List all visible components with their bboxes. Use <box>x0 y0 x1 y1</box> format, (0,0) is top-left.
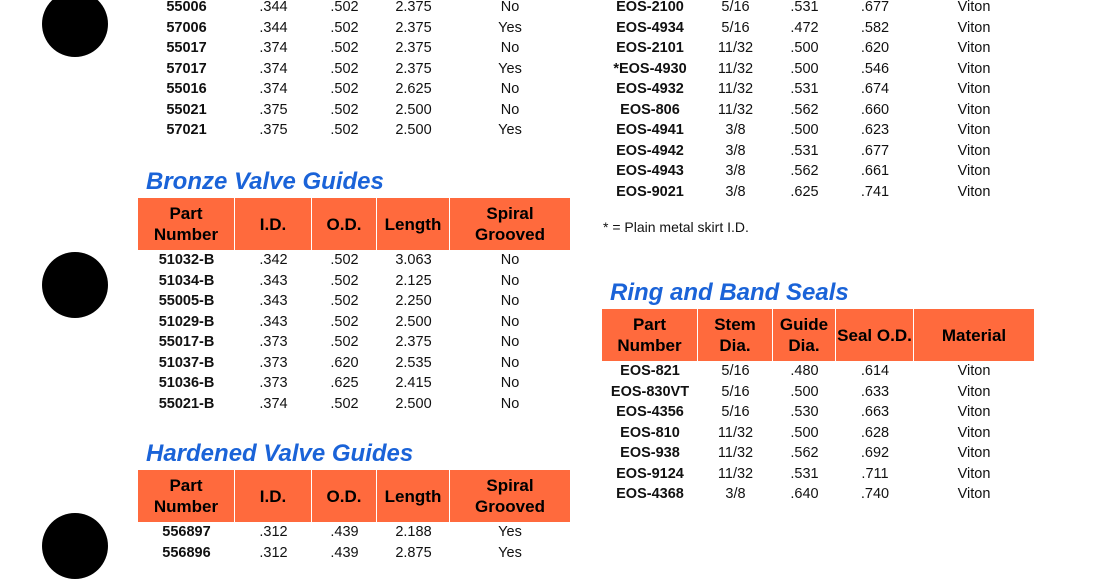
table-row <box>138 373 570 394</box>
spiral-guides-table-continued <box>138 0 570 141</box>
binder-hole-bottom <box>42 513 108 579</box>
table-cell: 3.063 <box>395 252 432 269</box>
column-header: Part Number <box>602 309 698 361</box>
table-cell: No <box>500 101 520 118</box>
table-cell: Viton <box>957 404 991 421</box>
table-cell: .674 <box>860 81 890 98</box>
table-cell: 5/16 <box>721 19 750 36</box>
table-cell: .740 <box>860 486 890 503</box>
table-cell: 11/32 <box>717 60 754 77</box>
table-cell: .562 <box>790 163 819 180</box>
column-header: Length <box>377 470 450 522</box>
hardened-section-title: Hardened Valve Guides <box>146 440 414 467</box>
table-cell: No <box>500 334 520 351</box>
table-cell: .343 <box>259 272 288 289</box>
bronze-guides-table <box>138 198 570 414</box>
column-header: Guide Dia. <box>773 309 836 361</box>
part-number-cell: EOS-4941 <box>616 122 684 139</box>
table-row <box>602 120 1034 141</box>
table-cell: 11/32 <box>717 40 754 57</box>
table-cell: No <box>500 395 520 412</box>
binder-hole-top <box>42 0 108 57</box>
seals-table-continued <box>602 0 1034 202</box>
part-number-cell: 57017 <box>166 60 207 77</box>
table-cell: .375 <box>259 101 288 118</box>
part-number-cell: 51036-B <box>158 375 215 392</box>
table-cell: 3/8 <box>725 122 746 139</box>
table-cell: 11/32 <box>717 81 754 98</box>
table-cell: No <box>500 0 520 16</box>
part-number-cell: EOS-4356 <box>616 404 684 421</box>
plain-skirt-note: * = Plain metal skirt I.D. <box>603 219 749 235</box>
table-cell: No <box>500 272 520 289</box>
table-cell: Yes <box>498 19 522 36</box>
table-cell: No <box>500 81 520 98</box>
table-cell: Viton <box>957 465 991 482</box>
table-cell: Viton <box>957 183 991 200</box>
table-row <box>602 484 1034 505</box>
table-cell: 3/8 <box>725 486 746 503</box>
table-cell: Viton <box>957 163 991 180</box>
table-cell: .531 <box>790 142 819 159</box>
part-number-cell: EOS-821 <box>620 363 680 380</box>
part-number-cell: 55021-B <box>158 395 215 412</box>
part-number-cell: EOS-4942 <box>616 142 684 159</box>
table-cell: Viton <box>957 122 991 139</box>
table-cell: 3/8 <box>725 142 746 159</box>
table-cell: Yes <box>498 60 522 77</box>
part-number-cell: 556897 <box>162 524 211 541</box>
table-row <box>602 141 1034 162</box>
part-number-cell: 51029-B <box>158 313 215 330</box>
table-row <box>138 291 570 312</box>
table-cell: .502 <box>330 272 359 289</box>
table-cell: .663 <box>860 404 890 421</box>
table-cell: .562 <box>790 101 819 118</box>
table-cell: .343 <box>259 293 288 310</box>
part-number-cell: *EOS-4930 <box>613 60 687 77</box>
binder-hole-middle <box>42 252 108 318</box>
column-header: O.D. <box>312 470 377 522</box>
table-cell: Viton <box>957 445 991 462</box>
table-cell: 2.500 <box>395 122 432 139</box>
table-cell: .531 <box>790 0 819 16</box>
table-cell: Viton <box>957 81 991 98</box>
ring-band-seals-table <box>602 309 1034 505</box>
part-number-cell: EOS-810 <box>620 424 680 441</box>
table-cell: .374 <box>259 395 288 412</box>
hardened-guides-table <box>138 470 570 563</box>
table-cell: .439 <box>330 524 359 541</box>
table-row <box>602 79 1034 100</box>
table-row <box>602 443 1034 464</box>
table-row <box>138 353 570 374</box>
table-row <box>602 18 1034 39</box>
table-cell: 11/32 <box>717 424 754 441</box>
part-number-cell: EOS-9124 <box>616 465 684 482</box>
table-cell: Viton <box>957 60 991 77</box>
column-header: Stem Dia. <box>698 309 773 361</box>
table-cell: .620 <box>860 40 890 57</box>
part-number-cell: 55017 <box>166 40 207 57</box>
part-number-cell: 57006 <box>166 19 207 36</box>
table-header <box>602 309 1034 361</box>
table-row <box>602 161 1034 182</box>
column-header: Part Number <box>138 470 235 522</box>
table-cell: Yes <box>498 122 522 139</box>
table-header <box>138 198 570 250</box>
table-cell: .502 <box>330 101 359 118</box>
table-cell: .530 <box>790 404 819 421</box>
table-cell: .344 <box>259 19 288 36</box>
ring-section-title: Ring and Band Seals <box>610 279 849 306</box>
part-number-cell: EOS-830VT <box>610 383 690 400</box>
table-cell: .741 <box>860 183 890 200</box>
table-cell: .623 <box>860 122 890 139</box>
table-cell: 2.188 <box>395 524 432 541</box>
part-number-cell: EOS-4943 <box>616 163 684 180</box>
table-row <box>602 361 1034 382</box>
table-cell: .502 <box>330 81 359 98</box>
part-number-cell: 51037-B <box>158 354 215 371</box>
table-row <box>602 0 1034 18</box>
table-cell: .374 <box>259 60 288 77</box>
part-number-cell: 55021 <box>166 101 207 118</box>
table-cell: .692 <box>860 445 890 462</box>
part-number-cell: 55016 <box>166 81 207 98</box>
column-header: O.D. <box>312 198 377 250</box>
part-number-cell: 57021 <box>166 122 207 139</box>
table-cell: .312 <box>259 544 288 561</box>
table-cell: No <box>500 40 520 57</box>
table-cell: .502 <box>330 40 359 57</box>
table-cell: .661 <box>860 163 890 180</box>
table-header <box>138 470 570 522</box>
table-cell: .374 <box>259 40 288 57</box>
table-cell: .472 <box>790 19 819 36</box>
table-cell: 2.375 <box>395 60 432 77</box>
part-number-cell: EOS-4368 <box>616 486 684 503</box>
table-cell: .582 <box>860 19 890 36</box>
bronze-section-title: Bronze Valve Guides <box>146 168 384 195</box>
column-header: Part Number <box>138 198 235 250</box>
table-row <box>138 59 570 80</box>
table-cell: 3/8 <box>725 163 746 180</box>
table-cell: .546 <box>860 60 890 77</box>
table-cell: .342 <box>259 252 288 269</box>
table-row <box>602 182 1034 203</box>
table-cell: .625 <box>330 375 359 392</box>
table-cell: Viton <box>957 142 991 159</box>
table-row <box>138 394 570 415</box>
table-cell: 11/32 <box>717 101 754 118</box>
table-cell: Viton <box>957 424 991 441</box>
table-cell: No <box>500 375 520 392</box>
table-cell: 2.375 <box>395 40 432 57</box>
table-cell: 11/32 <box>717 465 754 482</box>
table-cell: Yes <box>498 524 522 541</box>
table-row <box>602 38 1034 59</box>
part-number-cell: 51032-B <box>158 252 215 269</box>
table-cell: .633 <box>860 383 890 400</box>
column-header: Spiral Grooved <box>475 204 545 244</box>
table-cell: 2.500 <box>395 395 432 412</box>
table-cell: .500 <box>790 383 819 400</box>
table-row <box>138 18 570 39</box>
table-cell: .640 <box>790 486 819 503</box>
table-cell: .660 <box>860 101 890 118</box>
table-cell: .502 <box>330 122 359 139</box>
table-cell: 5/16 <box>721 383 750 400</box>
table-cell: .373 <box>259 334 288 351</box>
table-cell: .480 <box>790 363 819 380</box>
table-cell: No <box>500 252 520 269</box>
table-cell: .502 <box>330 395 359 412</box>
table-cell: .502 <box>330 19 359 36</box>
table-cell: .500 <box>790 40 819 57</box>
table-cell: 2.625 <box>395 81 432 98</box>
table-cell: .500 <box>790 60 819 77</box>
table-cell: 2.500 <box>395 101 432 118</box>
table-cell: 2.375 <box>395 0 432 16</box>
table-cell: 2.535 <box>395 354 432 371</box>
table-cell: .312 <box>259 524 288 541</box>
table-cell: .439 <box>330 544 359 561</box>
table-row <box>602 423 1034 444</box>
table-cell: .375 <box>259 122 288 139</box>
table-cell: .502 <box>330 313 359 330</box>
table-cell: No <box>500 354 520 371</box>
table-cell: .502 <box>330 293 359 310</box>
column-header: Length <box>377 198 450 250</box>
table-cell: .562 <box>790 445 819 462</box>
table-cell: .625 <box>790 183 819 200</box>
part-number-cell: 55017-B <box>158 334 215 351</box>
column-header: Material <box>941 325 1007 345</box>
table-row <box>138 543 570 564</box>
part-number-cell: EOS-4934 <box>616 19 684 36</box>
table-cell: Viton <box>957 101 991 118</box>
table-row <box>602 464 1034 485</box>
part-number-cell: EOS-2101 <box>616 40 684 57</box>
table-cell: Viton <box>957 0 991 16</box>
part-number-cell: 55005-B <box>158 293 215 310</box>
table-row <box>602 59 1034 80</box>
part-number-cell: EOS-2100 <box>616 0 684 16</box>
table-cell: .614 <box>860 363 890 380</box>
table-cell: Viton <box>957 363 991 380</box>
table-row <box>138 100 570 121</box>
part-number-cell: 51034-B <box>158 272 215 289</box>
table-row <box>602 100 1034 121</box>
table-row <box>138 38 570 59</box>
table-row <box>138 120 570 141</box>
table-row <box>138 250 570 271</box>
part-number-cell: EOS-9021 <box>616 183 684 200</box>
table-cell: .620 <box>330 354 359 371</box>
table-row <box>138 79 570 100</box>
table-cell: .344 <box>259 0 288 16</box>
table-cell: .531 <box>790 81 819 98</box>
table-cell: .531 <box>790 465 819 482</box>
table-cell: 3/8 <box>725 183 746 200</box>
table-cell: 2.125 <box>395 272 432 289</box>
table-cell: Viton <box>957 486 991 503</box>
part-number-cell: EOS-938 <box>620 445 680 462</box>
table-row <box>138 522 570 543</box>
table-cell: .502 <box>330 334 359 351</box>
table-cell: 2.415 <box>395 375 432 392</box>
table-row <box>602 402 1034 423</box>
table-cell: .373 <box>259 354 288 371</box>
table-cell: 11/32 <box>717 445 754 462</box>
table-row <box>138 332 570 353</box>
table-cell: .373 <box>259 375 288 392</box>
table-cell: Yes <box>498 544 522 561</box>
part-number-cell: EOS-806 <box>620 101 680 118</box>
table-row <box>138 0 570 18</box>
table-cell: .628 <box>860 424 890 441</box>
part-number-cell: 556896 <box>162 544 211 561</box>
part-number-cell: 55006 <box>166 0 207 16</box>
table-cell: 2.500 <box>395 313 432 330</box>
table-cell: .500 <box>790 122 819 139</box>
column-header: Spiral Grooved <box>475 476 545 516</box>
table-cell: .502 <box>330 252 359 269</box>
table-cell: Viton <box>957 383 991 400</box>
table-cell: .502 <box>330 60 359 77</box>
table-row <box>138 271 570 292</box>
table-cell: .374 <box>259 81 288 98</box>
table-cell: .343 <box>259 313 288 330</box>
table-cell: .677 <box>860 0 890 16</box>
table-row <box>138 312 570 333</box>
part-number-cell: EOS-4932 <box>616 81 684 98</box>
table-row <box>602 382 1034 403</box>
column-header: I.D. <box>235 198 312 250</box>
table-cell: Viton <box>957 19 991 36</box>
table-cell: .677 <box>860 142 890 159</box>
table-cell: 5/16 <box>721 0 750 16</box>
table-cell: 2.375 <box>395 19 432 36</box>
table-cell: 5/16 <box>721 404 750 421</box>
table-cell: No <box>500 313 520 330</box>
table-cell: .711 <box>861 465 889 482</box>
table-cell: No <box>500 293 520 310</box>
table-cell: Viton <box>957 40 991 57</box>
column-header: Seal O.D. <box>836 309 914 361</box>
column-header: I.D. <box>235 470 312 522</box>
table-cell: 2.875 <box>395 544 432 561</box>
table-cell: 2.375 <box>395 334 432 351</box>
table-cell: .500 <box>790 424 819 441</box>
table-cell: .502 <box>330 0 359 16</box>
table-cell: 2.250 <box>395 293 432 310</box>
table-cell: 5/16 <box>721 363 750 380</box>
